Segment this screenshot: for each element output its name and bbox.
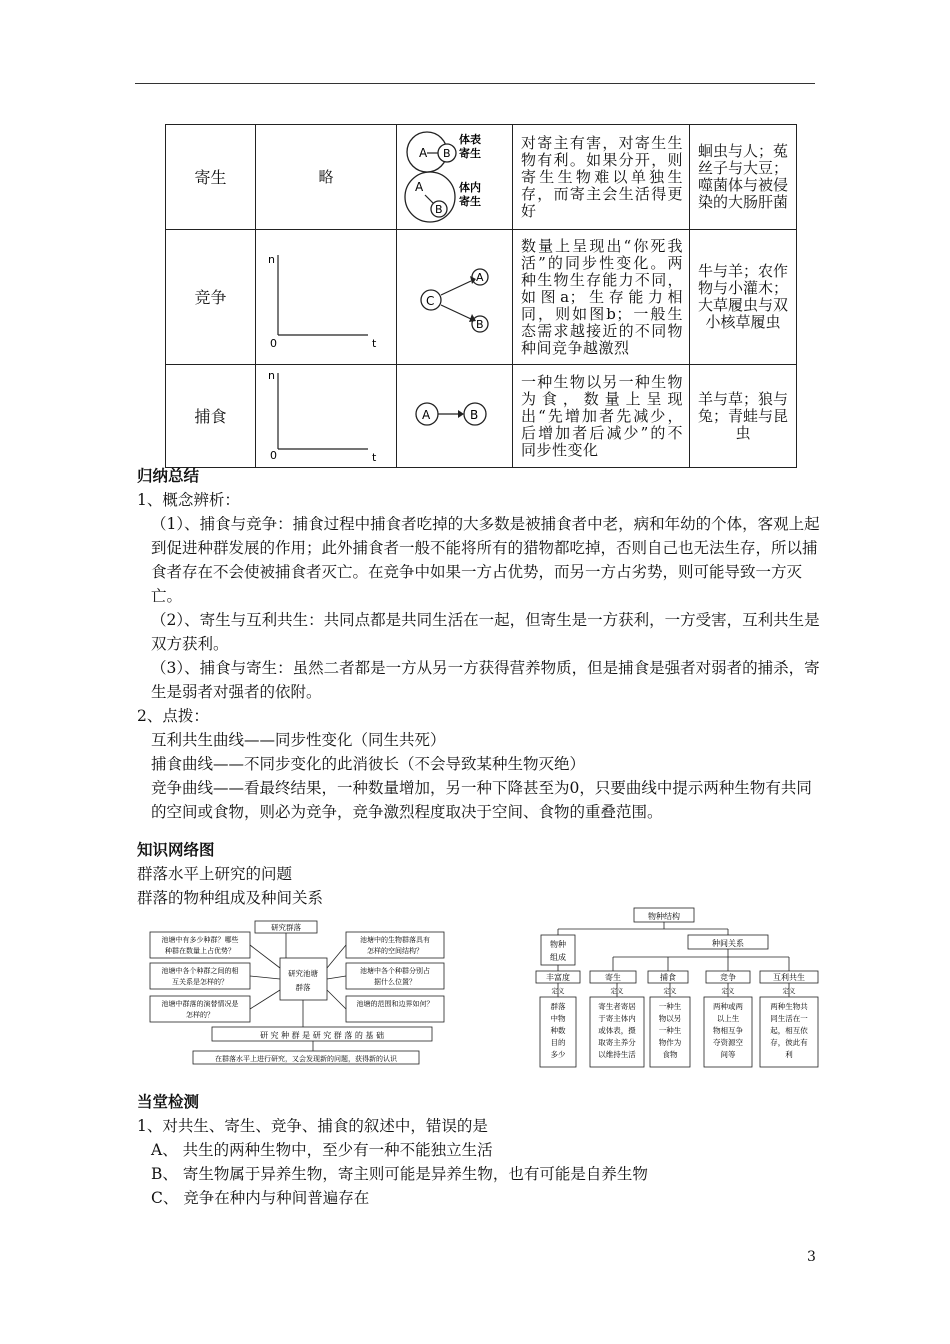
svg-text:目的: 目的 <box>550 1038 566 1047</box>
row-examples: 羊与草；狼与兔；青蛙与昆虫 <box>690 365 797 468</box>
svg-text:群落: 群落 <box>295 983 311 992</box>
network-heading: 知识网络图 <box>137 841 215 859</box>
summary-paragraph: （2）、寄生与互利共生：共同点都是共同生活在一起，但寄生是一方获利，一方受害，互利共生是双方获利。 <box>151 611 820 653</box>
hint-line: 竞争曲线——看最终结果，一种数量增加，另一种下降甚至为0，只要曲线中提示两种生物有共同的空间或食物，则必为竞争，竞争激烈程度取决于空间、食物的重叠范围。 <box>151 779 812 821</box>
svg-text:在群落水平上进行研究，又会发现新的问题，获得新的认识: 在群落水平上进行研究，又会发现新的问题，获得新的认识 <box>215 1055 397 1063</box>
svg-text:池塘中各个种群之间的相: 池塘中各个种群之间的相 <box>161 967 239 975</box>
svg-text:两种或两: 两种或两 <box>713 1002 743 1011</box>
svg-text:取寄主养分: 取寄主养分 <box>598 1038 636 1047</box>
svg-text:一种生: 一种生 <box>658 1026 682 1035</box>
svg-text:寄生: 寄生 <box>459 195 481 208</box>
row-examples: 蛔虫与人；菟丝子与大豆；噬菌体与被侵染的大肠肝菌 <box>690 125 797 230</box>
svg-text:C: C <box>426 294 435 308</box>
svg-text:A: A <box>415 180 424 194</box>
parasitism-diagram <box>397 125 513 230</box>
competition-diagram <box>397 230 513 365</box>
svg-text:定义: 定义 <box>721 987 735 995</box>
summary-heading: 归纳总结 <box>137 467 200 485</box>
header-rule <box>135 83 815 84</box>
svg-text:0: 0 <box>270 337 277 350</box>
curve-text: 略 <box>256 125 397 230</box>
network-subtitle: 群落的物种组成及种间关系 <box>137 889 324 907</box>
svg-text:定义: 定义 <box>663 987 677 995</box>
svg-text:中物: 中物 <box>550 1014 566 1023</box>
table-row <box>166 365 797 468</box>
svg-text:B: B <box>476 318 484 331</box>
svg-text:定义: 定义 <box>610 987 624 995</box>
row-description: 一种生物以另一种生物为食，数量上呈现出“先增加者先减少，后增加者后减少”的不同步性变化 <box>513 365 690 468</box>
predation-axes <box>256 365 397 468</box>
svg-text:定义: 定义 <box>551 987 565 995</box>
svg-text:种数: 种数 <box>550 1026 566 1035</box>
svg-text:物以另: 物以另 <box>658 1014 682 1023</box>
svg-text:竞争: 竞争 <box>720 973 736 982</box>
svg-text:互关系是怎样的？: 互关系是怎样的？ <box>172 978 228 986</box>
svg-text:种群在数量上占优势？: 种群在数量上占优势？ <box>165 947 235 955</box>
svg-text:两种生物共: 两种生物共 <box>770 1002 808 1011</box>
svg-text:于寄主体内: 于寄主体内 <box>598 1014 636 1023</box>
summary-paragraph: （3）、捕食与寄生：虽然二者都是一方从另一方获得营养物质，但是捕食是强者对弱者的捕杀，寄生是弱者对强者的依附。 <box>151 659 820 701</box>
svg-text:食物: 食物 <box>662 1050 678 1059</box>
competition-axes <box>256 230 397 365</box>
svg-text:体表: 体表 <box>459 133 481 146</box>
svg-text:物相互争: 物相互争 <box>713 1026 743 1035</box>
svg-text:寄生: 寄生 <box>605 973 621 982</box>
network-subtitle: 群落水平上研究的问题 <box>137 865 293 883</box>
svg-text:池塘中有多少种群？哪些: 池塘中有多少种群？哪些 <box>161 936 239 944</box>
quiz-option-b: B、 寄生物属于异养生物，寄主则可能是异养生物，也有可能是自养生物 <box>151 1165 648 1183</box>
svg-text:池塘的范围和边界如何？: 池塘的范围和边界如何？ <box>356 1000 434 1008</box>
table-row <box>166 230 797 365</box>
relation-table <box>165 124 797 468</box>
svg-text:池塘中的生物群落具有: 池塘中的生物群落具有 <box>360 936 430 944</box>
svg-text:以上生: 以上生 <box>716 1014 740 1023</box>
svg-text:群落: 群落 <box>550 1002 566 1011</box>
svg-text:A: A <box>419 146 428 160</box>
svg-text:0: 0 <box>270 449 277 462</box>
quiz-question: 1、对共生、寄生、竞争、捕食的叙述中，错误的是 <box>137 1117 488 1135</box>
svg-text:研究群落: 研究群落 <box>271 923 301 932</box>
svg-text:寄生者寄居: 寄生者寄居 <box>598 1002 636 1011</box>
svg-text:组成: 组成 <box>550 953 566 962</box>
svg-text:A: A <box>476 271 484 284</box>
svg-text:丰富度: 丰富度 <box>546 973 570 982</box>
svg-text:寄生: 寄生 <box>459 147 481 160</box>
svg-text:夺资源空: 夺资源空 <box>713 1038 743 1047</box>
svg-text:种间关系: 种间关系 <box>712 939 744 948</box>
quiz-option-c: C、 竞争在种内与种间普遍存在 <box>151 1189 370 1207</box>
svg-text:池塘中各个种群分别占: 池塘中各个种群分别占 <box>360 967 430 975</box>
svg-text:定义: 定义 <box>782 987 796 995</box>
quiz-option-a: A、 共生的两种生物中，至少有一种不能独立生活 <box>151 1141 493 1159</box>
svg-text:物种结构: 物种结构 <box>648 912 680 921</box>
svg-text:捕食: 捕食 <box>660 973 676 982</box>
table-row <box>166 125 797 230</box>
hint-line: 互利共生曲线——同步性变化（同生共死） <box>151 731 446 749</box>
svg-text:池塘中群落的演替情况是: 池塘中群落的演替情况是 <box>161 1000 239 1008</box>
page-number: 3 <box>807 1249 816 1265</box>
svg-text:同生活在一: 同生活在一 <box>770 1014 808 1023</box>
svg-text:互利共生: 互利共生 <box>773 973 805 982</box>
row-name: 竞争 <box>166 230 256 365</box>
svg-text:A: A <box>422 408 431 422</box>
svg-text:B: B <box>470 408 479 422</box>
summary-paragraph: （1）、捕食与竞争：捕食过程中捕食者吃掉的大多数是被捕食者中老，病和年幼的个体，客观上起到促进种群发展的作用；此外捕食者一般不能将所有的猎物都吃掉，否则自己也无法生存，所以捕食者存在不会使被捕食者灭亡。在竞争中如果一方占优势，而另一方占劣势，则可能导致一方灭亡。 <box>151 515 820 605</box>
svg-text:体内: 体内 <box>459 181 481 194</box>
svg-text:或体表，摄: 或体表，摄 <box>598 1026 636 1035</box>
row-examples: 牛与羊；农作物与小灌木；大草履虫与双小核草履虫 <box>690 230 797 365</box>
row-name: 寄生 <box>166 125 256 230</box>
predation-diagram <box>397 365 513 468</box>
row-description: 对寄主有害，对寄生生物有利。如果分开，则寄生生物难以单独生存，而寄主会生活得更好 <box>513 125 690 230</box>
svg-text:以维持生活: 以维持生活 <box>598 1050 636 1059</box>
hint-line: 捕食曲线——不同步变化的此消彼长（不会导致某种生物灭绝） <box>151 755 586 773</box>
svg-text:存，彼此有: 存，彼此有 <box>770 1038 808 1047</box>
svg-text:一种生: 一种生 <box>658 1002 682 1011</box>
svg-text:t: t <box>372 451 377 463</box>
row-name: 捕食 <box>166 365 256 468</box>
svg-text:物种: 物种 <box>550 940 566 949</box>
svg-text:据什么位置？: 据什么位置？ <box>374 978 416 986</box>
svg-text:研究池塘: 研究池塘 <box>288 969 318 978</box>
svg-text:B: B <box>443 147 451 160</box>
svg-text:研 究 种 群 是 研 究 群 落 的 基 础: 研 究 种 群 是 研 究 群 落 的 基 础 <box>260 1031 384 1040</box>
svg-text:t: t <box>372 337 377 350</box>
svg-text:B: B <box>435 203 443 216</box>
research-diagram <box>148 918 448 1068</box>
quiz-section <box>137 1090 827 1210</box>
row-description: 数量上呈现出“你死我活”的同步性变化。两种生物生存能力不同，如图a；生存能力相同，则如图b；一般生态需求越接近的不同物种间竞争越激烈 <box>513 230 690 365</box>
summary-item-2: 2、点拨： <box>137 707 209 725</box>
svg-text:n: n <box>268 253 275 266</box>
summary-section <box>137 464 827 824</box>
species-structure-diagram <box>530 905 830 1070</box>
svg-text:间等: 间等 <box>720 1050 736 1059</box>
svg-text:多少: 多少 <box>550 1050 566 1059</box>
summary-item-1: 1、概念辨析： <box>137 491 240 509</box>
svg-text:n: n <box>268 369 275 382</box>
quiz-heading: 当堂检测 <box>137 1093 200 1111</box>
network-section <box>137 838 827 910</box>
svg-text:怎样的？: 怎样的？ <box>186 1011 214 1019</box>
svg-text:利: 利 <box>785 1050 793 1059</box>
svg-text:怎样的空间结构？: 怎样的空间结构？ <box>367 947 423 955</box>
svg-text:物作为: 物作为 <box>658 1038 682 1047</box>
svg-text:起，相互依: 起，相互依 <box>770 1026 808 1035</box>
